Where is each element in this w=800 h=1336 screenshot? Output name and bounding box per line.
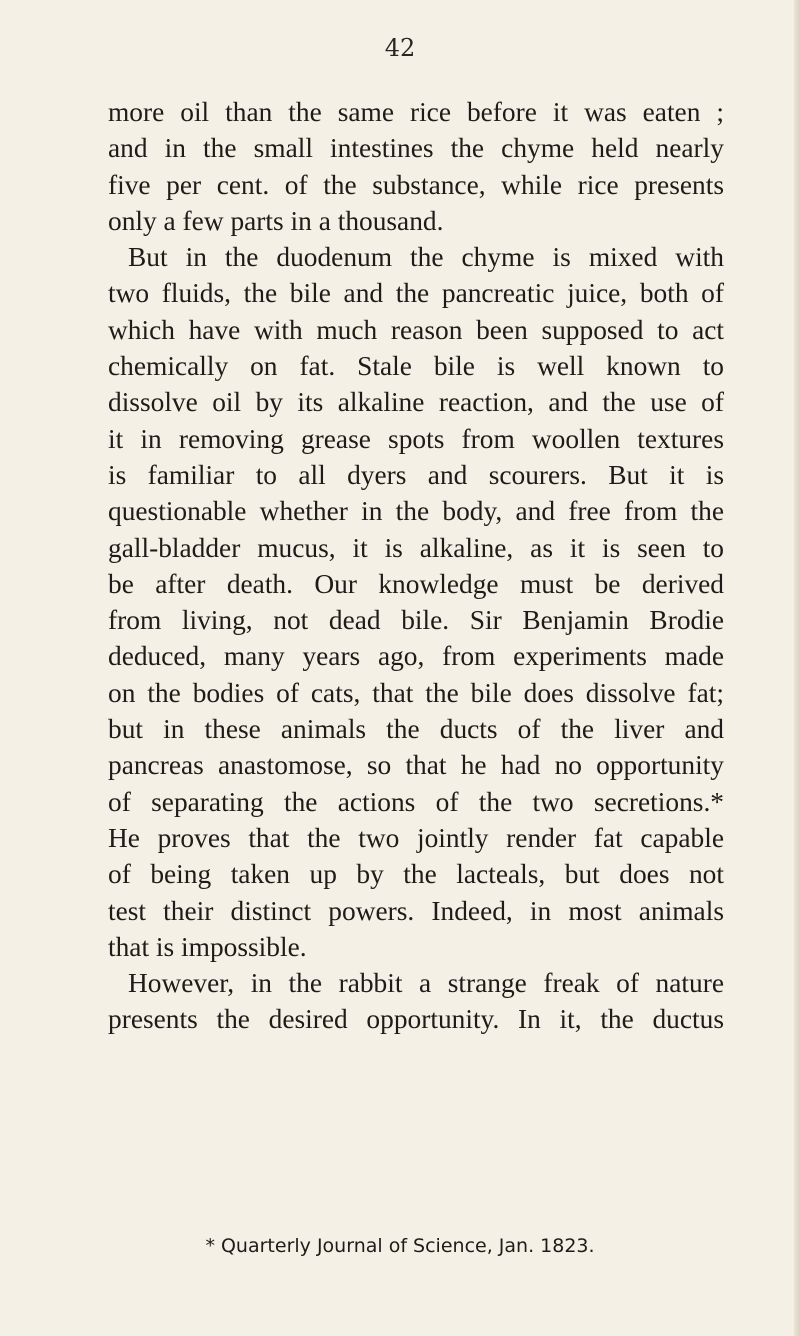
text-line: only a few parts in a thousand.	[108, 205, 444, 236]
text-line: of separating the actions of the two secretions.*	[108, 786, 724, 817]
text-line: it in removing grease spots from woollen textures	[108, 423, 724, 454]
page-edge-shadow	[794, 0, 800, 1336]
text-line: on the bodies of cats, that the bile does dissolve fat;	[108, 677, 724, 708]
text-line: But in the duodenum the chyme is mixed with	[128, 242, 724, 273]
text-line: that is impossible.	[108, 931, 307, 962]
text-line: He proves that the two jointly render fat capable	[108, 822, 724, 853]
text-line: pancreas anastomose, so that he had no opportunity	[108, 750, 724, 781]
text-line: However, in the rabbit a strange freak of nature	[128, 968, 724, 999]
text-line: chemically on fat. Stale bile is well known to	[108, 351, 724, 382]
text-line: which have with much reason been supposed to act	[108, 314, 724, 345]
text-line: more oil than the same rice before it was eaten ;	[108, 97, 724, 127]
text-line: dissolve oil by its alkaline reaction, and the use of	[108, 387, 724, 418]
text-line: of being taken up by the lacteals, but does not	[108, 859, 724, 890]
body-text	[108, 94, 724, 1038]
text-line: is familiar to all dyers and scourers. But it is	[108, 459, 724, 490]
page-number: 42	[384, 34, 416, 62]
footnote: * Quarterly Journal of Science, Jan. 1823.	[205, 1235, 595, 1257]
text-line: be after death. Our knowledge must be derived	[108, 568, 724, 599]
text-line: two fluids, the bile and the pancreatic juice, both of	[108, 278, 724, 309]
text-line: deduced, many years ago, from experiments made	[108, 641, 724, 672]
text-line: but in these animals the ducts of the liver and	[108, 714, 724, 745]
text-line: questionable whether in the body, and free from the	[108, 496, 724, 527]
text-line: from living, not dead bile. Sir Benjamin Brodie	[108, 605, 724, 636]
text-line: and in the small intestines the chyme held nearly	[108, 133, 724, 164]
text-line: five per cent. of the substance, while rice presents	[108, 169, 724, 200]
text-line: presents the desired opportunity. In it, the ductus	[108, 1004, 724, 1035]
text-line: gall-bladder mucus, it is alkaline, as it is seen to	[108, 532, 724, 563]
text-line: test their distinct powers. Indeed, in most animals	[108, 895, 724, 926]
